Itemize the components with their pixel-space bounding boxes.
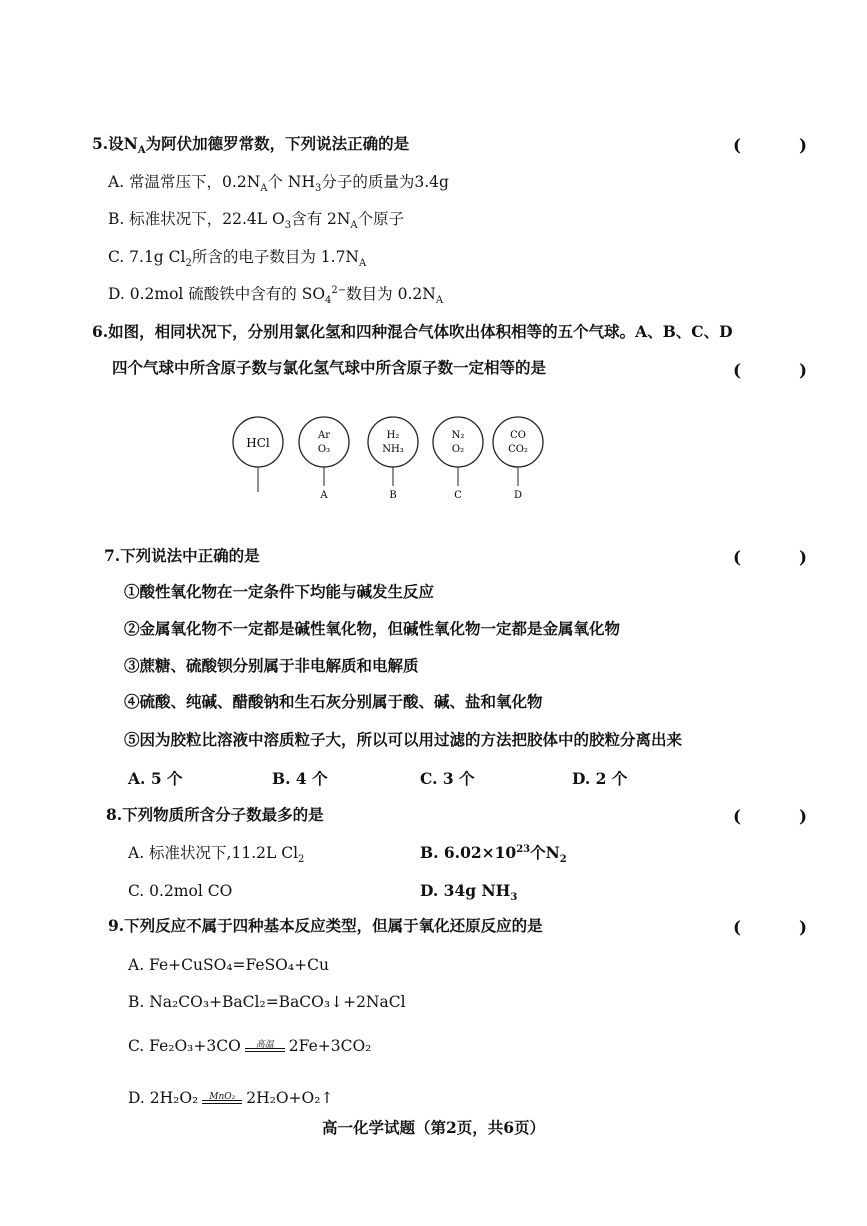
- q7-option-b: B. 4 个: [272, 769, 328, 788]
- balloon-c-label: C: [454, 490, 462, 501]
- balloon-c-top: N₂: [451, 430, 465, 441]
- balloon-a: [299, 417, 349, 501]
- balloon-b-bottom: NH₃: [382, 444, 404, 455]
- q7-option-a: A. 5 个: [128, 769, 183, 788]
- q7-option-d: D. 2 个: [572, 769, 628, 788]
- q9-option-b: B. Na₂CO₃+BaCl₂=BaCO₃↓+2NaCl: [128, 993, 406, 1011]
- q9-stem: 9.下列反应不属于四种基本反应类型，但属于氧化还原反应的是: [108, 916, 543, 935]
- q6-stem-line2: 四个气球中所含原子数与氯化氢气球中所含原子数一定相等的是: [112, 358, 547, 377]
- q9-option-d: D. 2H₂O₂ MnO₂ 2H₂O+O₂↑: [128, 1089, 334, 1107]
- q9-d-condition-arrow: MnO₂: [202, 1089, 242, 1109]
- q6-stem-line1: 6.如图，相同状况下，分别用氯化氢和四种混合气体吹出体积相等的五个气球。A、B、C、D: [92, 322, 733, 341]
- balloon-c-bottom: O₂: [451, 444, 465, 455]
- q5-option-d: D. 0.2mol 硫酸铁中含有的 $SO_4^{2-}$数目为 $0.2N_A$: [108, 284, 444, 307]
- q5-answer-paren: ( ): [733, 136, 834, 156]
- q5-option-a: A. 常温常压下，$0.2N_A$个 $NH_3$分子的质量为3.4g: [108, 173, 449, 195]
- balloon-d-top: CO: [510, 430, 526, 441]
- q7-statement-3: ③蔗糖、硫酸钡分别属于非电解质和电解质: [124, 656, 419, 675]
- q8-option-a: A. 标准状况下,11.2L $Cl_2$: [128, 844, 305, 866]
- balloon-diagram: [0, 410, 867, 520]
- balloon-d: [493, 417, 543, 501]
- q7-option-c: C. 3 个: [420, 769, 475, 788]
- q5-option-c: C. 7.1g $Cl_2$所含的电子数目为 $1.7N_A$: [108, 248, 367, 270]
- q7-statement-4: ④硫酸、纯碱、醋酸钠和生石灰分别属于酸、碱、盐和氧化物: [124, 692, 543, 711]
- page-footer: 高一化学试题（第2页，共6页）: [321, 1118, 546, 1137]
- q8-option-b: B. $6.02\times 10^{23}$个$N_2$: [420, 843, 567, 866]
- q9-option-c: C. Fe₂O₃+3CO 高温 2Fe+3CO₂: [128, 1037, 372, 1055]
- balloon-b-top: H₂: [386, 430, 400, 441]
- q8-answer-paren: ( ): [733, 807, 834, 827]
- balloon-c: [433, 417, 483, 501]
- q9-c-condition-arrow: 高温: [245, 1037, 285, 1057]
- q8-option-c: C. 0.2mol CO: [128, 882, 233, 900]
- q9-option-a: A. Fe+CuSO₄=FeSO₄+Cu: [128, 956, 329, 974]
- balloon-a-label: A: [320, 490, 328, 501]
- q7-statement-1: ①酸性氧化物在一定条件下均能与碱发生反应: [124, 582, 435, 601]
- q8-option-d: D. 34g $NH_3$: [420, 881, 518, 904]
- balloon-d-label: D: [513, 490, 523, 501]
- q7-answer-paren: ( ): [733, 548, 834, 568]
- balloon-b: [368, 417, 418, 501]
- q5-stem: 5.设$N_A$为阿伏加德罗常数，下列说法正确的是: [92, 134, 410, 157]
- balloon-b-label: B: [389, 490, 397, 501]
- q7-stem: 7.下列说法中正确的是: [104, 546, 260, 565]
- q8-stem: 8.下列物质所含分子数最多的是: [106, 805, 324, 824]
- q7-statement-2: ②金属氧化物不一定都是碱性氧化物，但碱性氧化物一定都是金属氧化物: [124, 619, 621, 638]
- q5-option-b: B. 标准状况下，22.4L $O_3$含有 $2N_A$个原子: [108, 210, 405, 232]
- balloon-hcl: [233, 417, 283, 492]
- q6-answer-paren: ( ): [733, 361, 834, 381]
- balloon-d-bottom: CO₂: [508, 444, 528, 455]
- q7-statement-5: ⑤因为胶粒比溶液中溶质粒子大，所以可以用过滤的方法把胶体中的胶粒分离出来: [124, 730, 683, 749]
- balloon-hcl-top: HCl: [246, 436, 270, 450]
- balloon-a-top: Ar: [317, 430, 331, 441]
- q9-answer-paren: ( ): [733, 918, 834, 938]
- balloon-a-bottom: O₃: [317, 444, 331, 455]
